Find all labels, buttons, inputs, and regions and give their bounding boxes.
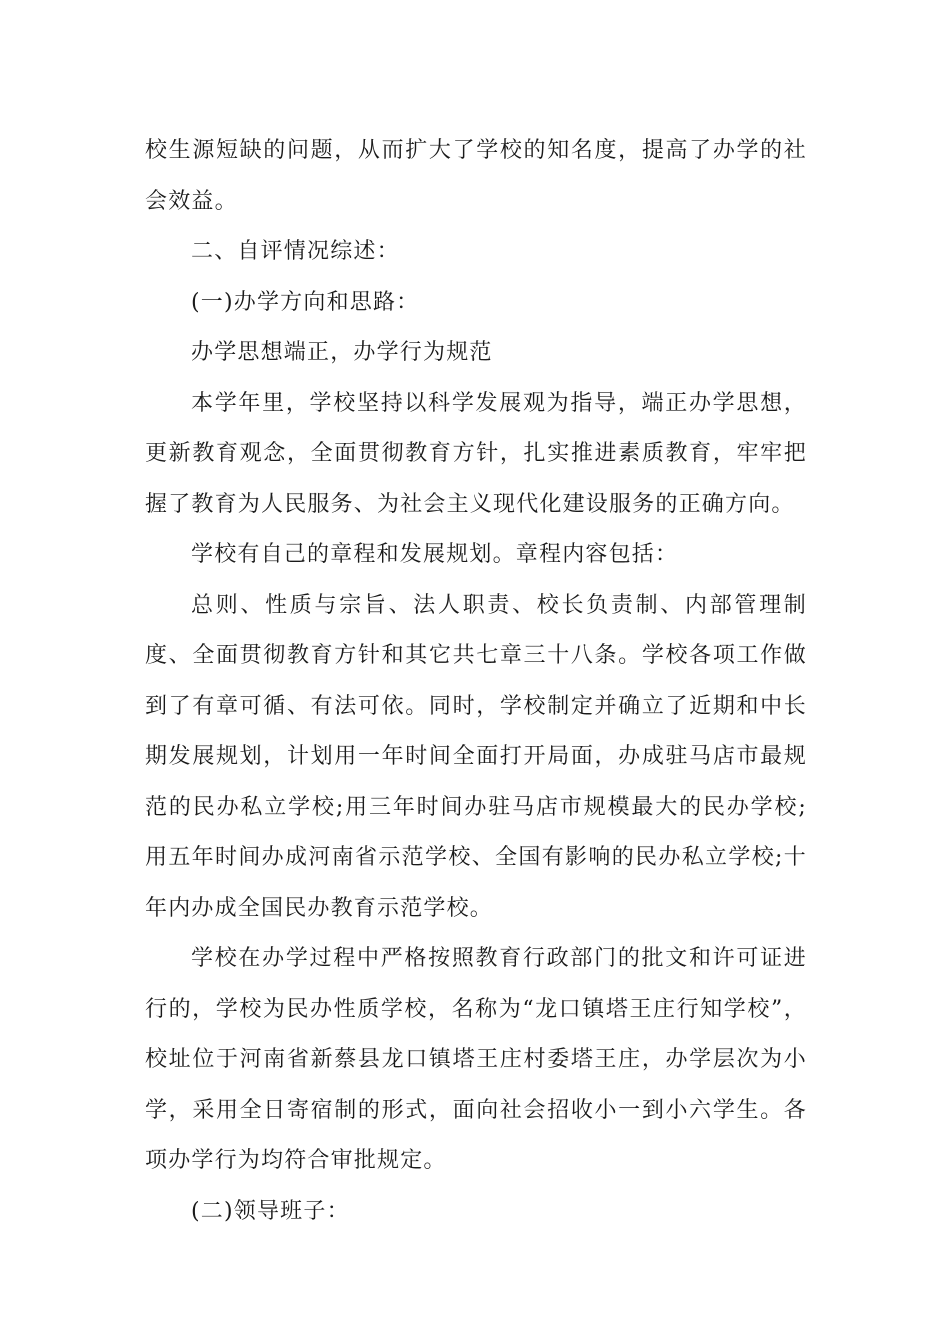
section-heading-self-evaluation: 二、自评情况综述： xyxy=(191,239,400,264)
paragraph-body: 学校有自己的章程和发展规划。章程内容包括： xyxy=(191,542,679,567)
document-body xyxy=(145,126,807,1237)
subsection-heading-leadership: (二)领导班子： xyxy=(191,1198,350,1224)
paragraph-body: 学校在办学过程中严格按照教育行政部门的批文和许可证进行的，学校为民办性质学校，名称为“龙口镇塔王庄行知学校”，校址位于河南省新蔡县龙口镇塔王庄村委塔王庄，办学层次为小学，采用全日寄宿制的形式，面向社会招收小一到小六学生。各项办学行为均符合审批规定。 xyxy=(145,946,807,1173)
subsection-heading-direction: (一)办学方向和思路： xyxy=(191,289,420,315)
paragraph-continuation: 校生源短缺的问题，从而扩大了学校的知名度，提高了办学的社会效益。 xyxy=(145,138,807,214)
paragraph-body: 本学年里，学校坚持以科学发展观为指导，端正办学思想，更新教育观念，全面贯彻教育方针，扎实推进素质教育，牢牢把握了教育为人民服务、为社会主义现代化建设服务的正确方向。 xyxy=(145,390,807,517)
paragraph-subtitle: 办学思想端正，办学行为规范 xyxy=(191,340,493,365)
paragraph-body: 总则、性质与宗旨、法人职责、校长负责制、内部管理制度、全面贯彻教育方针和其它共七章三十八条。学校各项工作做到了有章可循、有法可依。同时，学校制定并确立了近期和中长期发展规划，计划用一年时间全面打开局面，办成驻马店市最规范的民办私立学校;用三年时间办驻马店市规模最大的民办学校;用五年时间办成河南省示范学校、全国有影响的民办私立学校;十年内办成全国民办教育示范学校。 xyxy=(145,592,807,921)
